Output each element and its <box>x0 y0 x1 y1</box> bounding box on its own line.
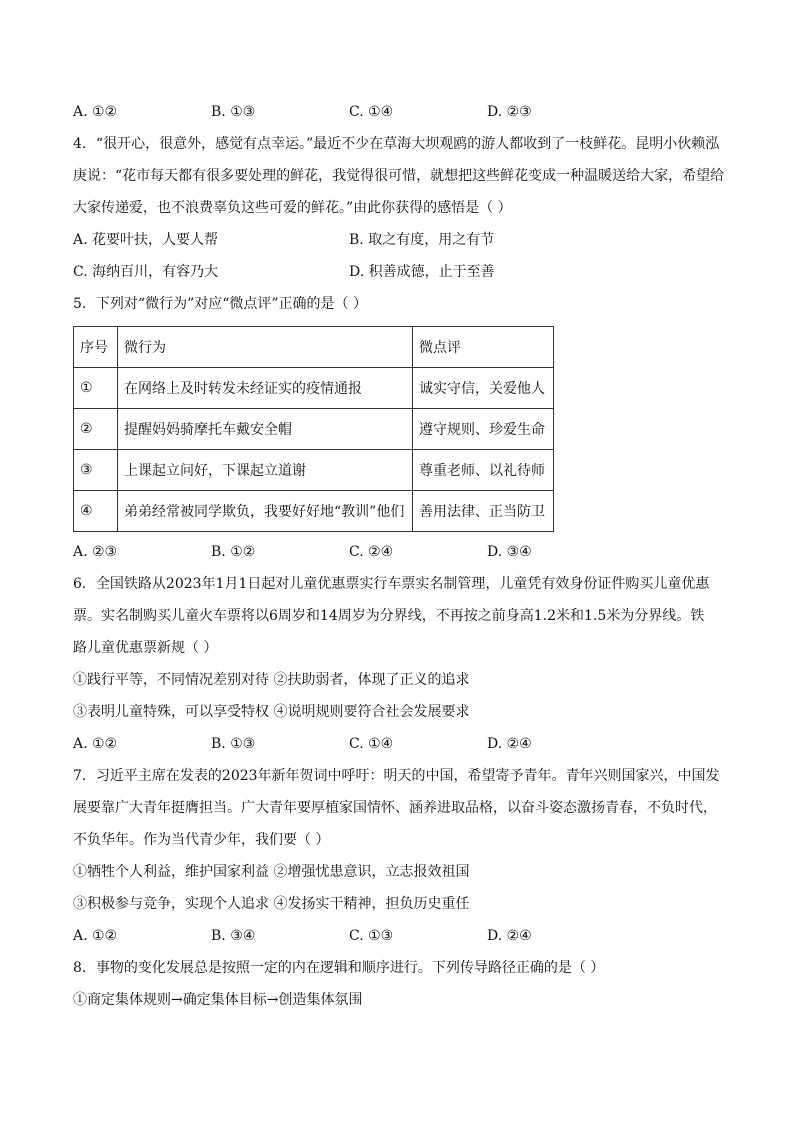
q7-option-a[interactable]: A. ①② <box>73 928 118 944</box>
table-cell: 善用法律、正当防卫 <box>413 491 554 532</box>
q4-option-d[interactable]: D. 积善成德，止于至善 <box>349 264 495 280</box>
table-cell: 提醒妈妈骑摩托车戴安全帽 <box>118 409 413 450</box>
question-5 <box>73 288 727 568</box>
q5-option-c[interactable]: C. ②④ <box>349 544 394 560</box>
table-row <box>74 450 554 491</box>
table-cell: 遵守规则、珍爱生命 <box>413 409 554 450</box>
q3-option-a[interactable]: A. ①② <box>73 104 118 120</box>
q7-stem-line-3: 不负华年。作为当代青少年，我们要（ ） <box>73 832 330 848</box>
q7-option-d[interactable]: D. ②④ <box>487 928 532 944</box>
q7-option-b[interactable]: B. ③④ <box>211 928 256 944</box>
table-row <box>74 368 554 409</box>
q4-stem-line-3: 大家传递爱，也不浪费辜负这些可爱的鲜花。”由此你获得的感悟是（ ） <box>73 200 512 216</box>
q3-option-c[interactable]: C. ①④ <box>349 104 394 120</box>
q7-items-line-1: ①牺牲个人利益，维护国家利益 ②增强忧患意识，立志报效祖国 <box>73 864 470 880</box>
q8-stem-line-1: 8．事物的变化发展总是按照一定的内在逻辑和顺序进行。下列传导路径正确的是（ ） <box>73 960 605 976</box>
q6-option-d[interactable]: D. ②④ <box>487 736 532 752</box>
q5-stem: 5．下列对“微行为”对应“微点评”正确的是（ ） <box>73 296 367 312</box>
q6-options <box>73 728 727 760</box>
q7-stem-line-2: 展要靠广大青年挺膺担当。广大青年要厚植家国情怀、涵养进取品格，以奋斗姿态激扬青春，不负时代， <box>73 800 717 816</box>
q4-options-row-1 <box>73 224 727 256</box>
question-6 <box>73 568 727 760</box>
table-cell: 弟弟经常被同学欺负，我要好好地“教训”他们 <box>118 491 413 532</box>
q3-option-b[interactable]: B. ①③ <box>211 104 256 120</box>
q6-items-line-1: ①践行平等，不同情况差别对待 ②扶助弱者，体现了正义的追求 <box>73 672 470 688</box>
question-4 <box>73 128 727 288</box>
q5-option-a[interactable]: A. ②③ <box>73 544 118 560</box>
q6-stem-line-1: 6．全国铁路从2023年1月1日起对儿童优惠票实行车票实名制管理，儿童凭有效身份证件购买儿童优惠 <box>73 576 710 592</box>
table-cell: 上课起立问好，下课起立道谢 <box>118 450 413 491</box>
table-row <box>74 409 554 450</box>
table-cell: ① <box>74 368 118 409</box>
q6-stem-line-2: 票。实名制购买儿童火车票将以6周岁和14周岁为分界线，不再按之前身高1.2米和1.5米为分界线。铁 <box>73 608 705 624</box>
q6-option-a[interactable]: A. ①② <box>73 736 118 752</box>
table-cell: ③ <box>74 450 118 491</box>
table-header-cell: 微点评 <box>413 327 554 368</box>
table-cell: 尊重老师、以礼待师 <box>413 450 554 491</box>
q3-options <box>73 96 727 128</box>
q4-options-row-2 <box>73 256 727 288</box>
q7-options <box>73 920 727 952</box>
table-cell: 诚实守信，关爱他人 <box>413 368 554 409</box>
q6-option-c[interactable]: C. ①④ <box>349 736 394 752</box>
q6-option-b[interactable]: B. ①③ <box>211 736 256 752</box>
table-header-cell: 序号 <box>74 327 118 368</box>
q3-option-d[interactable]: D. ②③ <box>487 104 532 120</box>
q6-items-line-2: ③表明儿童特殊，可以享受特权 ④说明规则要符合社会发展要求 <box>73 704 470 720</box>
q5-option-b[interactable]: B. ①② <box>211 544 256 560</box>
q6-stem-line-3: 路儿童优惠票新规（ ） <box>73 640 218 656</box>
q4-option-c[interactable]: C. 海纳百川，有容乃大 <box>73 264 219 280</box>
table-header-cell: 微行为 <box>118 327 413 368</box>
q7-items-line-2: ③积极参与竞争，实现个人追求 ④发扬实干精神，担负历史重任 <box>73 896 470 912</box>
q5-options <box>73 536 727 568</box>
table-cell: 在网络上及时转发未经证实的疫情通报 <box>118 368 413 409</box>
table-row <box>74 491 554 532</box>
q4-option-a[interactable]: A. 花要叶扶，人要人帮 <box>73 232 219 248</box>
table-header-row <box>74 327 554 368</box>
table-cell: ④ <box>74 491 118 532</box>
q8-items-line-1: ①商定集体规则→确定集体目标→创造集体氛围 <box>73 992 363 1008</box>
q7-stem-line-1: 7．习近平主席在发表的2023年新年贺词中呼吁：明天的中国，希望寄予青年。青年兴则国家兴，中国发 <box>73 768 720 784</box>
q5-option-d[interactable]: D. ③④ <box>487 544 532 560</box>
table-cell: ② <box>74 409 118 450</box>
question-7 <box>73 760 727 952</box>
q4-stem-line-1: 4．“很开心，很意外，感觉有点幸运。”最近不少在草海大坝观鸥的游人都收到了一枝鲜花。昆明小伙赖泓 <box>73 136 720 152</box>
question-8 <box>73 952 727 1016</box>
q4-stem-line-2: 庚说：“花市每天都有很多要处理的鲜花，我觉得很可惜，就想把这些鲜花变成一种温暖送给大家，希望给 <box>73 168 725 184</box>
q5-table <box>73 326 554 532</box>
q4-option-b[interactable]: B. 取之有度，用之有节 <box>349 232 495 248</box>
exam-page <box>73 96 727 1016</box>
q7-option-c[interactable]: C. ①③ <box>349 928 394 944</box>
